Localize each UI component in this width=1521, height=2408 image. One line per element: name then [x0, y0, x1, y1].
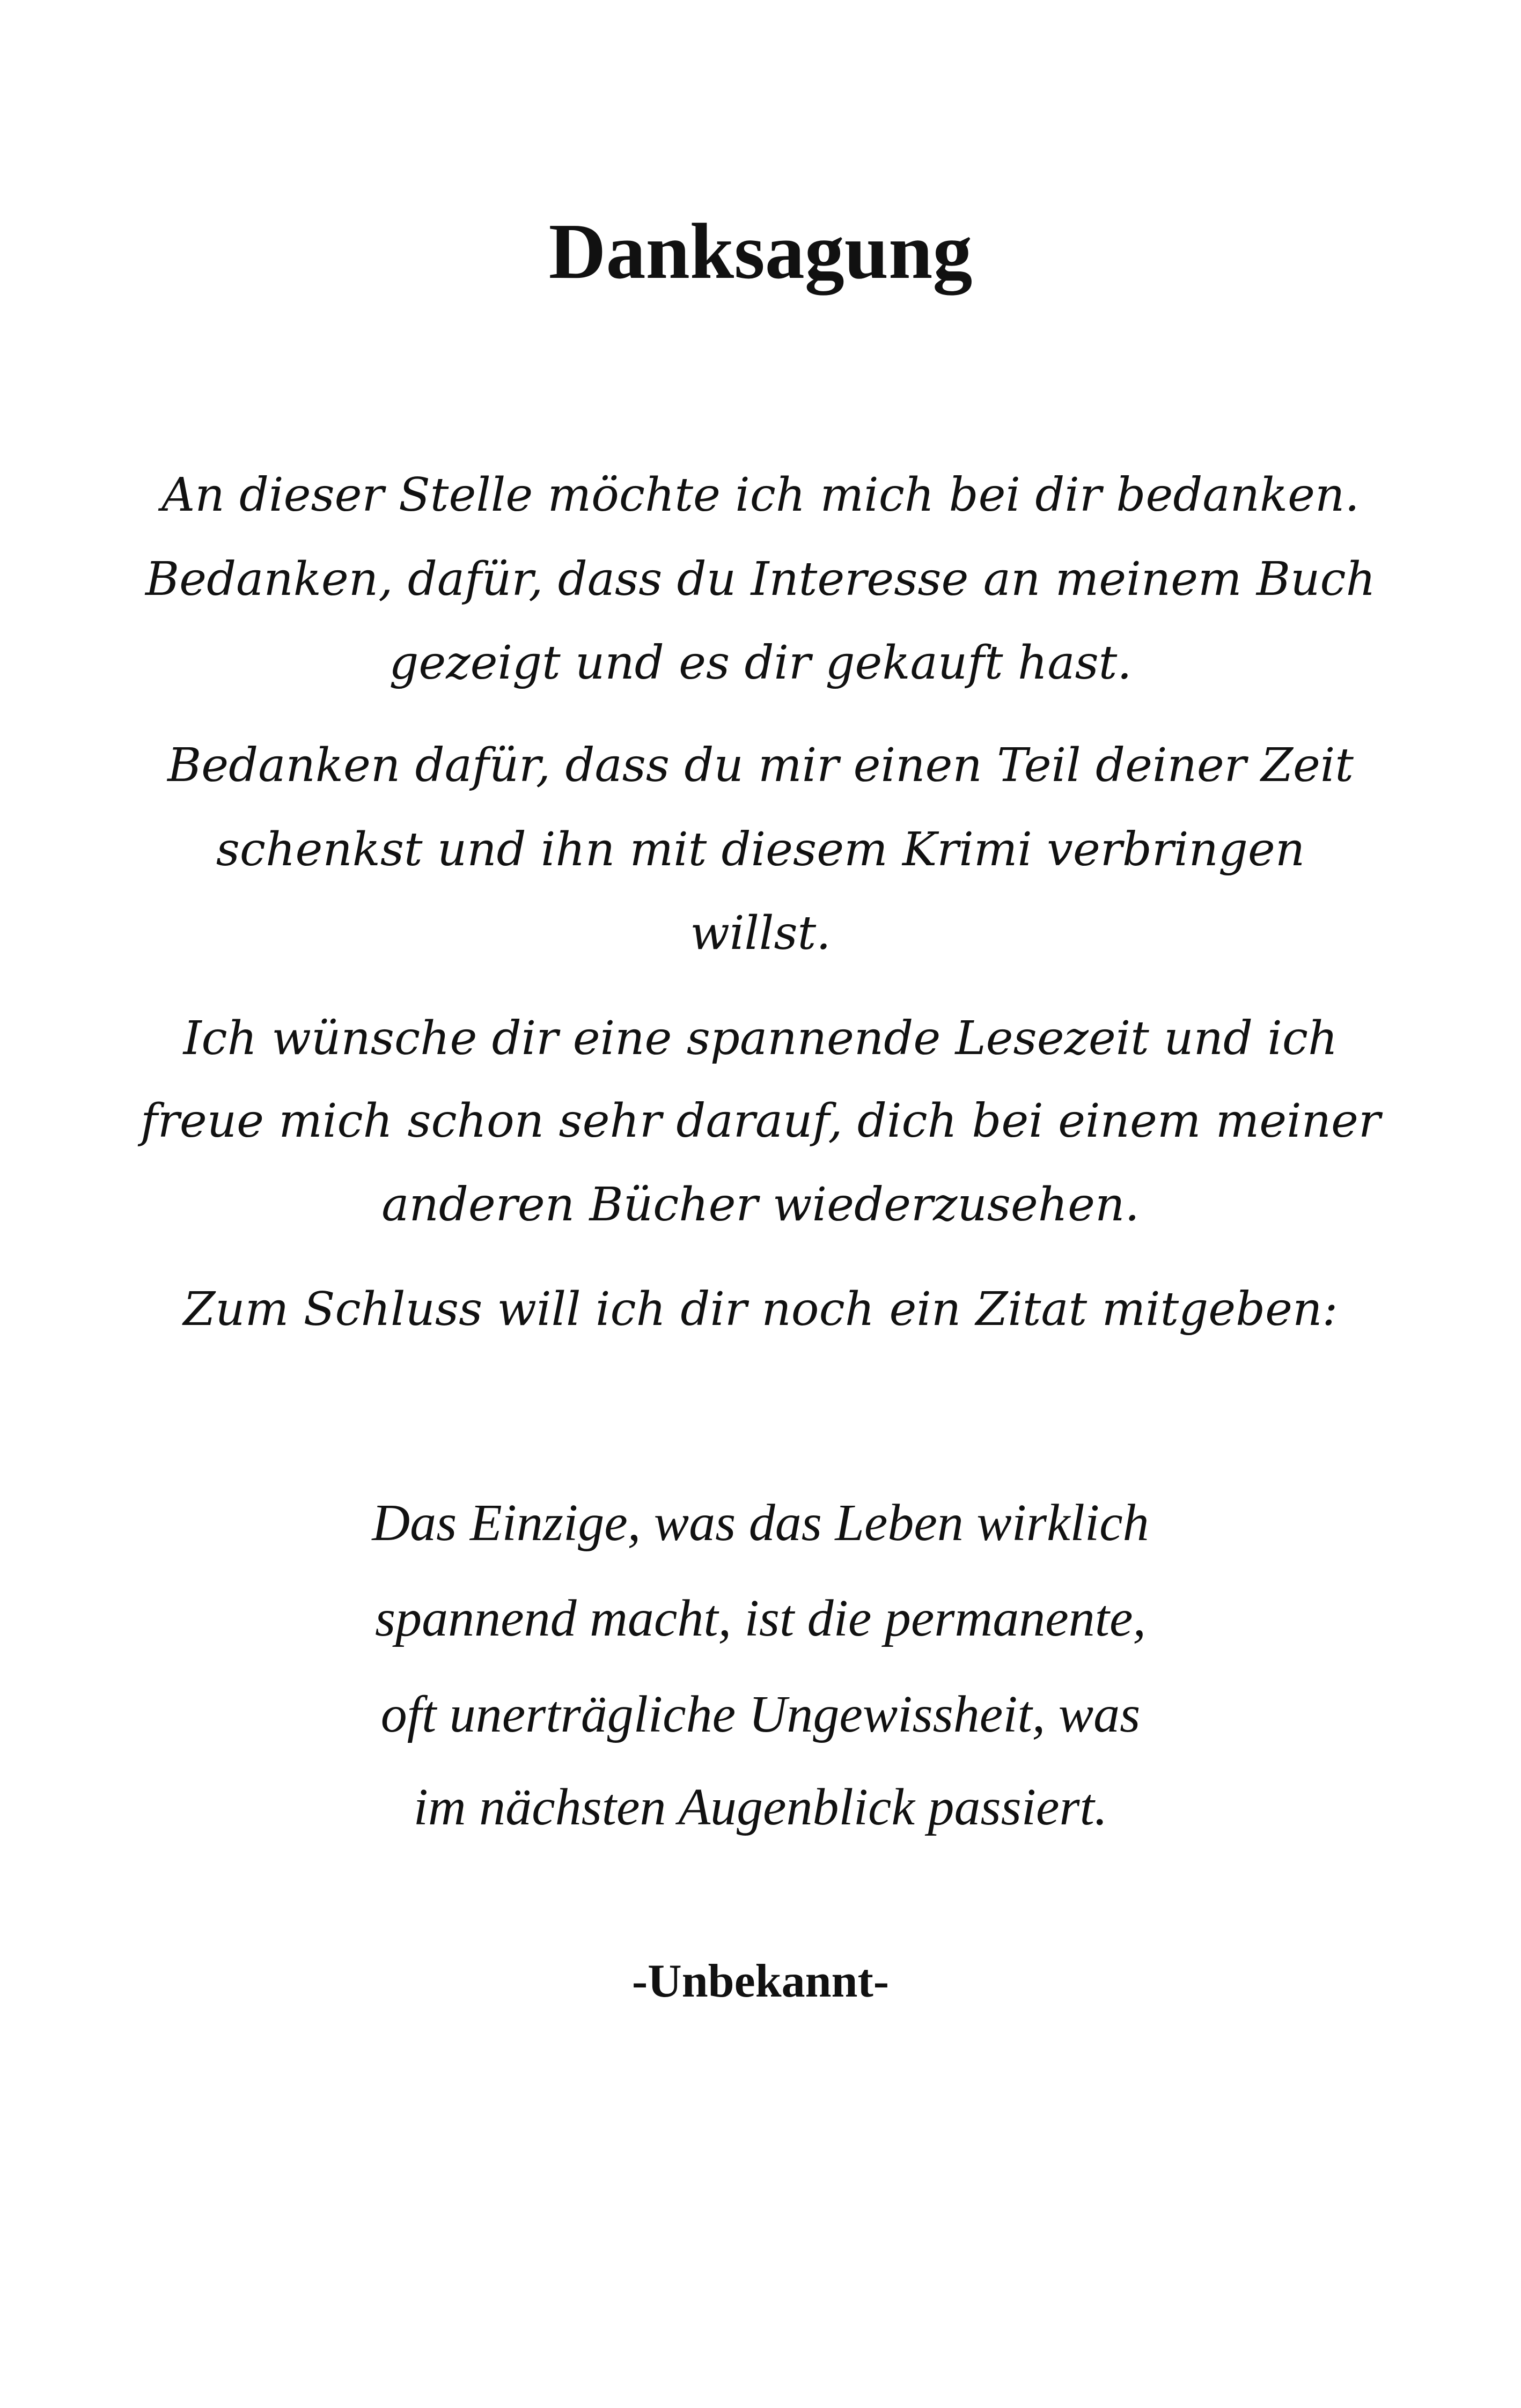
paragraph-3-line-2: freue mich schon sehr darauf, dich bei einem meiner	[140, 1094, 1381, 1148]
quote-line-4: im nächsten Augenblick passiert.	[413, 1778, 1108, 1836]
paragraph-1-line-2: Bedanken, dafür, dass du Interesse an meinem Buch	[145, 553, 1376, 606]
quote-line-3: oft unerträgliche Ungewissheit, was	[380, 1685, 1141, 1743]
paragraph-1-line-1: An dieser Stelle möchte ich mich bei dir bedanken.	[161, 468, 1360, 522]
paragraph-2-line-1: Bedanken dafür, dass du mir einen Teil deiner Zeit	[167, 739, 1354, 792]
paragraph-3-line-3: anderen Bücher wiederzusehen.	[381, 1178, 1140, 1232]
quote-line-2: spannend macht, ist die permanente,	[374, 1589, 1147, 1647]
quote-attribution: -Unbekannt-	[631, 1955, 890, 2007]
paragraph-4-line-1: Zum Schluss will ich dir noch ein Zitat mitgeben:	[183, 1283, 1338, 1336]
paragraph-2-line-3: willst.	[690, 907, 831, 960]
paragraph-2-line-2: schenkst und ihn mit diesem Krimi verbringen	[216, 823, 1305, 877]
paragraph-1-line-3: gezeigt und es dir gekauft hast.	[389, 636, 1132, 690]
paragraph-3-line-1: Ich wünsche dir eine spannende Lesezeit und ich	[183, 1012, 1338, 1065]
page-title: Danksagung	[548, 208, 973, 296]
quote-line-1: Das Einzige, was das Leben wirklich	[372, 1494, 1149, 1552]
